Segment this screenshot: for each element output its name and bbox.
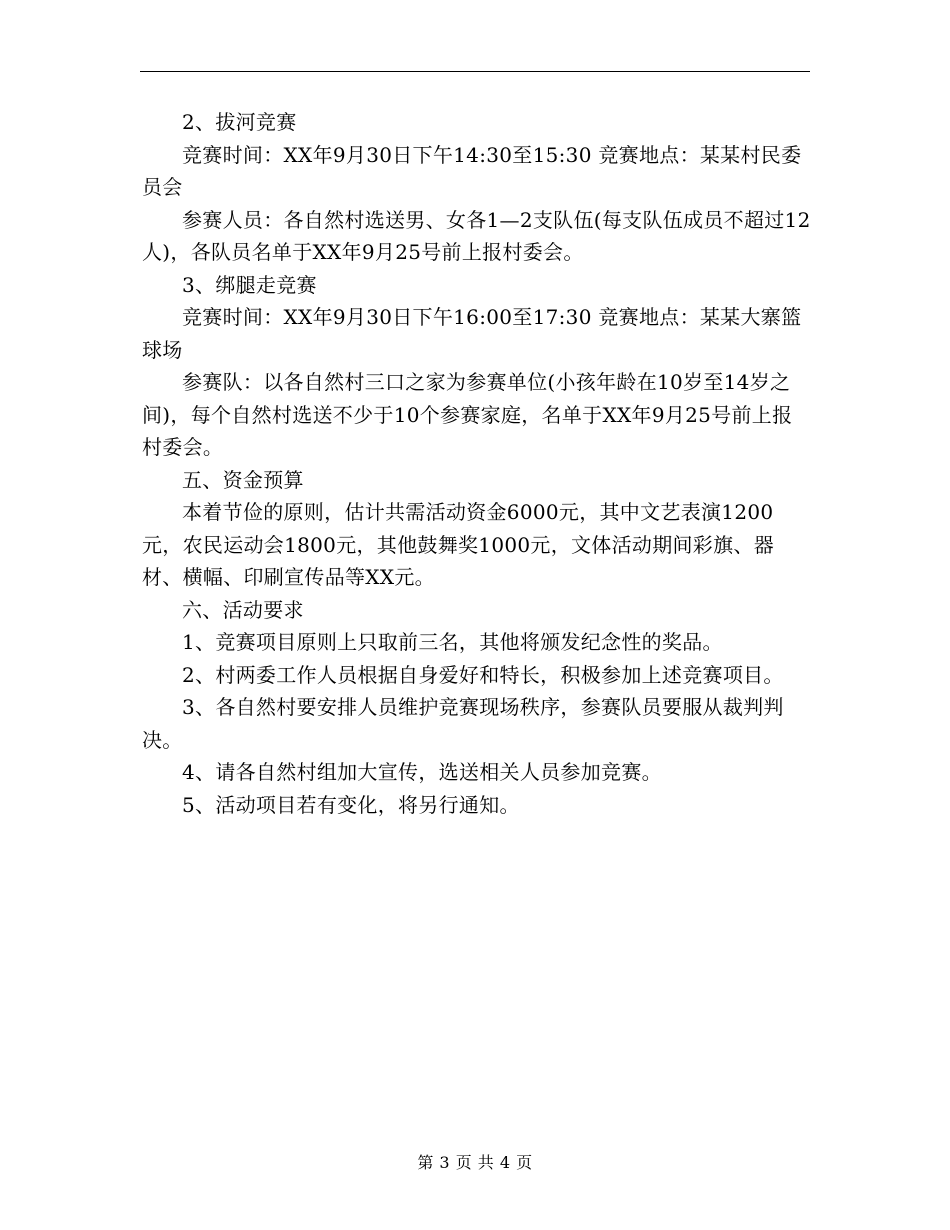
requirement-item-4: 4、请各自然村组加大宣传，选送相关人员参加竞赛。 bbox=[182, 760, 662, 784]
heading-budget: 五、资金预算 bbox=[182, 467, 304, 492]
heading-requirements: 六、活动要求 bbox=[182, 597, 304, 622]
requirement-item-2: 2、村两委工作人员根据自身爱好和特长，积极参加上述竞赛项目。 bbox=[182, 662, 784, 687]
paragraph-tug-of-war-participants: 参赛人员：各自然村选送男、女各1—2支队伍(每支队伍成员不超过12人)，各队员名单于XX年9月25号前上报村委会。 bbox=[142, 207, 811, 264]
requirement-item-5: 5、活动项目若有变化，将另行通知。 bbox=[182, 792, 520, 817]
paragraph-three-legged-teams: 参赛队：以各自然村三口之家为参赛单位(小孩年龄在10岁至14岁之间)，每个自然村选送不少于10个参赛家庭，名单于XX年9月25号前上报村委会。 bbox=[142, 370, 793, 459]
paragraph-budget: 本着节俭的原则，估计共需活动资金6000元，其中文艺表演1200元，农民运动会1800元，其他鼓舞奖1000元，文体活动期间彩旗、器材、横幅、印刷宣传品等XX元。 bbox=[142, 500, 774, 589]
requirement-item-1: 1、竞赛项目原则上只取前三名，其他将颁发纪念性的奖品。 bbox=[182, 630, 723, 654]
heading-three-legged-race: 3、绑腿走竞赛 bbox=[182, 272, 317, 297]
paragraph-three-legged-time: 竞赛时间：XX年9月30日下午16:00至17:30 竞赛地点：某某大寨篮球场 bbox=[142, 305, 802, 362]
document-body bbox=[142, 106, 812, 821]
page-number-footer: 第 3 页 共 4 页 bbox=[417, 1153, 533, 1172]
heading-tug-of-war: 2、拔河竞赛 bbox=[182, 110, 297, 134]
paragraph-tug-of-war-time: 竞赛时间：XX年9月30日下午14:30至15:30 竞赛地点：某某村民委员会 bbox=[142, 142, 802, 199]
requirement-item-3: 3、各自然村要安排人员维护竞赛现场秩序，参赛队员要服从裁判判决。 bbox=[142, 695, 784, 752]
header-rule bbox=[140, 71, 810, 72]
